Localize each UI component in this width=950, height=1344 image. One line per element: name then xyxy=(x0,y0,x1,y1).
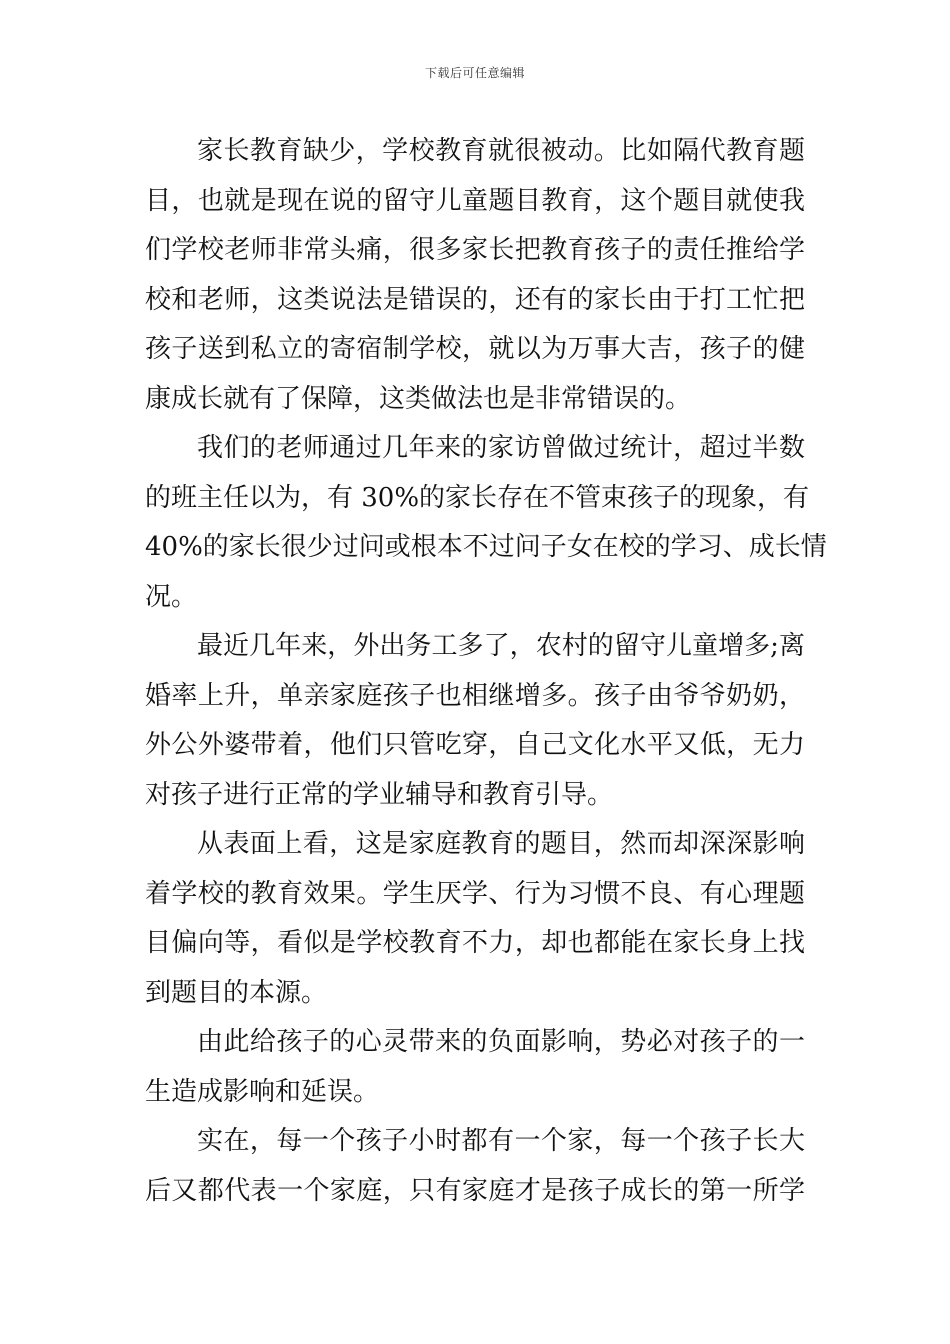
text-line: 康成长就有了保障，这类做法也是非常错误的。 xyxy=(145,383,692,414)
paragraph xyxy=(145,127,805,424)
paragraph xyxy=(145,1117,805,1216)
text-line: 从表面上看，这是家庭教育的题目，然而却深深影响 xyxy=(197,829,805,859)
text-line: 实在，每一个孩子小时都有一个家，每一个孩子长大 xyxy=(197,1126,805,1156)
text-line: 孩子送到私立的寄宿制学校，就以为万事大吉，孩子的健 xyxy=(145,334,805,364)
page-header: 下载后可任意编辑 xyxy=(424,66,525,80)
text-line: 后又都代表一个家庭，只有家庭才是孩子成长的第一所学 xyxy=(145,1175,805,1206)
text-line: 着学校的教育效果。学生厌学、行为习惯不良、有心理题 xyxy=(145,878,805,909)
text-line: 我们的老师通过几年来的家访曾做过统计，超过半数 xyxy=(197,433,805,463)
text-line: 校和老师，这类说法是错误的，还有的家长由于打工忙把 xyxy=(145,284,805,315)
text-line: 们学校老师非常头痛，很多家长把教育孩子的责任推给学 xyxy=(145,235,805,265)
text-line: 40%的家长很少过问或根本不过问子女在校的学习、成长情 xyxy=(145,532,827,562)
document-body xyxy=(145,127,827,1216)
text-line: 最近几年来，外出务工多了，农村的留守儿童增多;离 xyxy=(197,631,805,661)
text-line: 况。 xyxy=(145,581,198,612)
paragraph xyxy=(145,424,827,622)
text-line: 外公外婆带着，他们只管吃穿，自己文化水平又低，无力 xyxy=(145,730,805,760)
text-line: 婚率上升，单亲家庭孩子也相继增多。孩子由爷爷奶奶， xyxy=(145,680,805,711)
text-line: 到题目的本源。 xyxy=(145,977,328,1008)
paragraph xyxy=(145,820,805,1018)
paragraph xyxy=(145,1018,805,1117)
text-line: 目偏向等，看似是学校教育不力，却也都能在家长身上找 xyxy=(145,928,805,958)
text-line: 目，也就是现在说的留守儿童题目教育，这个题目就使我 xyxy=(145,185,805,216)
text-line: 由此给孩子的心灵带来的负面影响，势必对孩子的一 xyxy=(197,1027,805,1057)
paragraph xyxy=(145,622,805,820)
text-line: 生造成影响和延误。 xyxy=(145,1076,380,1107)
text-line: 家长教育缺少，学校教育就很被动。比如隔代教育题 xyxy=(197,136,805,166)
text-line: 的班主任以为，有 30%的家长存在不管束孩子的现象，有 xyxy=(145,482,810,513)
text-line: 对孩子进行正常的学业辅导和教育引导。 xyxy=(145,779,614,810)
